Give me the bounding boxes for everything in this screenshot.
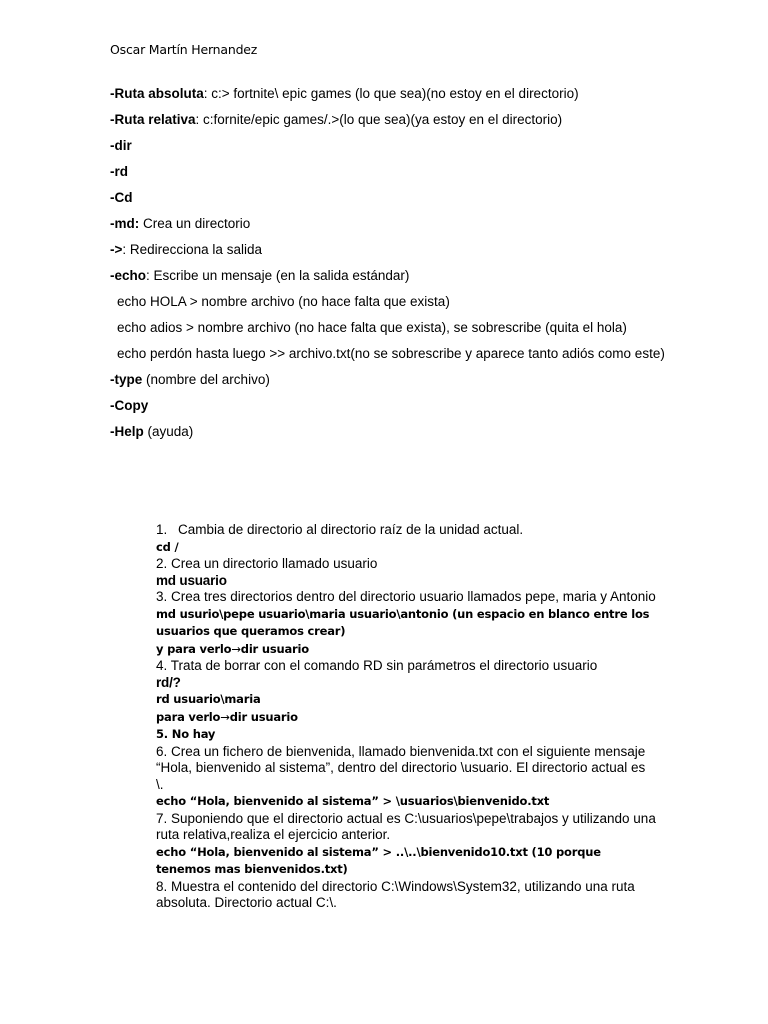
note-term: -Ruta absoluta — [110, 86, 204, 101]
exercise-6-question: 6. Crea un fichero de bienvenida, llamado bienvenida.txt con el siguiente mensaje “Hola, bienvenido al sistema”, dentro del directorio \usuario. El directorio actual es \. — [156, 743, 646, 792]
note-term: -type — [110, 372, 143, 387]
note-term: -md: — [110, 216, 140, 231]
command-notes — [110, 85, 670, 449]
author-name: Oscar Martín Hernandez — [110, 42, 258, 57]
right-arrow-icon: → — [231, 641, 241, 656]
exercise-7-question: 7. Suponiendo que el directorio actual es C:\usuarios\pepe\trabajos y utilizando una ruta relativa,realiza el ejercicio anterior. — [156, 810, 656, 842]
exercise-text: Cambia de directorio al directorio raíz de la unidad actual. — [178, 522, 524, 537]
exercise-4-answer-help: rd/? — [156, 674, 181, 690]
exercise-3-question: 3. Crea tres directorios dentro del directorio usuario llamados pepe, maria y Antonio — [156, 589, 656, 604]
note-text: (nombre del archivo) — [142, 372, 270, 387]
note-text: : Redirecciona la salida — [122, 242, 262, 257]
note-copy: -Copy — [110, 398, 149, 413]
note-echo-example-3: echo perdón hasta luego >> archivo.txt(no se sobrescribe y aparece tanto adiós como este) — [117, 346, 665, 361]
note-md — [110, 215, 670, 232]
exercise-number: 1. — [156, 522, 168, 537]
note-help — [110, 423, 670, 440]
verify-text: para verlo — [156, 709, 221, 724]
note-text: : c:> fortnite\ epic games (lo que sea)(no estoy en el directorio) — [203, 86, 579, 101]
note-ruta-relativa — [110, 111, 670, 128]
note-term: -Help — [110, 424, 144, 439]
note-term: -Ruta relativa — [110, 112, 196, 127]
note-type — [110, 371, 670, 388]
exercise-4-verify — [156, 709, 656, 727]
exercise-7-answer: echo “Hola, bienvenido al sistema” > ..\..\bienvenido10.txt (10 porque tenemos mas bienvenidos.txt) — [156, 844, 601, 876]
note-echo-example-1: echo HOLA > nombre archivo (no hace falta que exista) — [117, 294, 450, 309]
exercise-list — [156, 522, 656, 912]
verify-command: dir usuario — [240, 641, 309, 656]
note-ruta-absoluta — [110, 85, 670, 102]
note-cd: -Cd — [110, 190, 133, 205]
note-echo — [110, 267, 670, 284]
note-text: : Escribe un mensaje (en la salida estándar) — [146, 268, 410, 283]
note-redirect — [110, 241, 670, 258]
exercise-4-question: 4. Trata de borrar con el comando RD sin parámetros el directorio usuario — [156, 658, 598, 673]
exercise-2-question: 2. Crea un directorio llamado usuario — [156, 556, 378, 571]
note-term: -echo — [110, 268, 147, 283]
exercise-5-answer: 5. No hay — [156, 727, 216, 741]
exercise-1-question — [156, 522, 656, 539]
note-dir: -dir — [110, 138, 132, 153]
exercise-6-answer: echo “Hola, bienvenido al sistema” > \usuarios\bienvenido.txt — [156, 794, 550, 808]
right-arrow-icon: → — [220, 709, 230, 724]
exercise-2-answer: md usuario — [156, 572, 227, 588]
exercise-3-answer: md usurio\pepe usuario\maria usuario\antonio (un espacio en blanco entre los usuarios que queramos crear) — [156, 606, 650, 638]
exercise-1-answer: cd / — [156, 539, 179, 554]
note-term: -> — [110, 242, 123, 257]
note-rd: -rd — [110, 164, 128, 179]
exercise-8-question: 8. Muestra el contenido del directorio C:\Windows\System32, utilizando una ruta absoluta. Directorio actual C:\. — [156, 878, 635, 910]
verify-text: y para verlo — [156, 641, 232, 656]
exercise-3-verify — [156, 641, 656, 659]
exercise-4-answer: rd usuario\maria — [156, 692, 261, 706]
note-text: Crea un directorio — [139, 216, 251, 231]
note-echo-example-2: echo adios > nombre archivo (no hace falta que exista), se sobrescribe (quita el hola) — [117, 320, 627, 335]
note-text: : c:fornite/epic games/.>(lo que sea)(ya estoy en el directorio) — [195, 112, 563, 127]
verify-command: dir usuario — [229, 709, 298, 724]
note-text: (ayuda) — [143, 424, 194, 439]
